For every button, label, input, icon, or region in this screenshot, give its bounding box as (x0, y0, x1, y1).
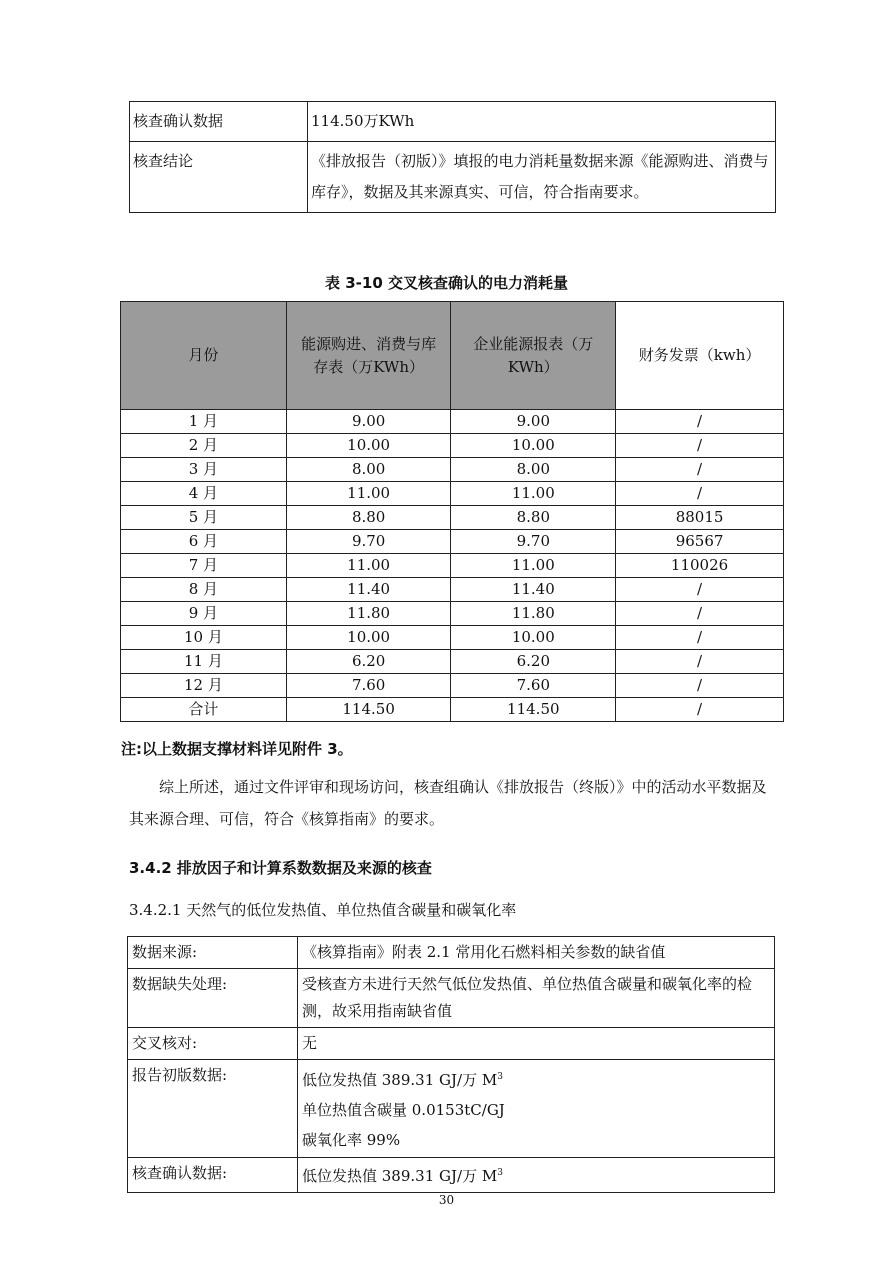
row-label: 报告初版数据: (128, 1060, 298, 1158)
cell-enterprise-report: 11.40 (451, 578, 616, 602)
table-row (121, 506, 784, 530)
cell-enterprise-report: 8.80 (451, 506, 616, 530)
cell-enterprise-report: 10.00 (451, 434, 616, 458)
table-row (128, 1028, 775, 1060)
cell-energy-purchase: 11.40 (286, 578, 451, 602)
cell-month: 合计 (121, 698, 287, 722)
cell-month: 5 月 (121, 506, 287, 530)
cell-invoice: / (616, 602, 784, 626)
cell-month: 1 月 (121, 410, 287, 434)
emission-factor-table (127, 936, 775, 1193)
table-row (130, 102, 776, 142)
value-line: 低位发热值 389.31 GJ/万 $M^3$ (302, 1071, 503, 1089)
cell-energy-purchase: 7.60 (286, 674, 451, 698)
cell-enterprise-report: 11.00 (451, 554, 616, 578)
cell-invoice: / (616, 698, 784, 722)
verification-result-table (129, 101, 776, 213)
table-row (121, 650, 784, 674)
table-row (121, 626, 784, 650)
row-label: 交叉核对: (128, 1028, 298, 1060)
cell-month: 2 月 (121, 434, 287, 458)
table-row (121, 698, 784, 722)
row-value: 114.50万KWh (308, 102, 776, 142)
table-row (121, 434, 784, 458)
subsection-heading: 3.4.2.1 天然气的低位发热值、单位热值含碳量和碳氧化率 (129, 901, 517, 919)
table-row (121, 530, 784, 554)
table-row (121, 482, 784, 506)
summary-paragraph: 综上所述，通过文件评审和现场访问，核查组确认《排放报告（终版）》中的活动水平数据及其来源合理、可信，符合《核算指南》的要求。 (129, 778, 767, 828)
row-value: 无 (298, 1028, 775, 1060)
section-heading: 3.4.2 排放因子和计算系数数据及来源的核查 (129, 859, 432, 877)
cell-enterprise-report: 7.60 (451, 674, 616, 698)
cell-enterprise-report: 6.20 (451, 650, 616, 674)
table-row (128, 1060, 775, 1158)
cell-energy-purchase: 11.00 (286, 482, 451, 506)
cell-enterprise-report: 11.00 (451, 482, 616, 506)
cell-invoice: 88015 (616, 506, 784, 530)
row-label: 核查结论 (130, 142, 308, 213)
cell-energy-purchase: 6.20 (286, 650, 451, 674)
table-row (121, 674, 784, 698)
table-row (128, 1158, 775, 1193)
cell-month: 8 月 (121, 578, 287, 602)
cell-enterprise-report: 114.50 (451, 698, 616, 722)
cell-invoice: / (616, 434, 784, 458)
cell-invoice: 96567 (616, 530, 784, 554)
row-value (298, 1060, 775, 1158)
cell-energy-purchase: 10.00 (286, 434, 451, 458)
table-row (128, 937, 775, 969)
row-label: 核查确认数据 (130, 102, 308, 142)
cell-energy-purchase: 11.80 (286, 602, 451, 626)
cell-month: 11 月 (121, 650, 287, 674)
cell-month: 7 月 (121, 554, 287, 578)
column-header-invoice: 财务发票（kwh） (616, 302, 784, 410)
cell-invoice: / (616, 410, 784, 434)
header-row (121, 302, 784, 410)
cell-enterprise-report: 11.80 (451, 602, 616, 626)
cell-month: 3 月 (121, 458, 287, 482)
value-line: 碳氧化率 99% (302, 1131, 401, 1149)
table-caption: 表 3-10 交叉核查确认的电力消耗量 (325, 274, 568, 292)
table-row (121, 602, 784, 626)
cell-enterprise-report: 9.00 (451, 410, 616, 434)
cell-invoice: / (616, 650, 784, 674)
note: 注:以上数据支撑材料详见附件 3。 (121, 740, 353, 758)
row-label: 数据缺失处理: (128, 969, 298, 1028)
row-label: 数据来源: (128, 937, 298, 969)
cell-invoice: / (616, 674, 784, 698)
cell-month: 4 月 (121, 482, 287, 506)
cell-invoice: / (616, 458, 784, 482)
cell-month: 9 月 (121, 602, 287, 626)
cell-energy-purchase: 9.00 (286, 410, 451, 434)
column-header-enterprise-report: 企业能源报表（万KWh） (451, 302, 616, 410)
monthly-electricity-table (120, 301, 784, 722)
cell-invoice: 110026 (616, 554, 784, 578)
cell-invoice: / (616, 578, 784, 602)
table-row (121, 410, 784, 434)
column-header-energy-purchase: 能源购进、消费与库存表（万KWh） (286, 302, 451, 410)
cell-enterprise-report: 8.00 (451, 458, 616, 482)
value-line: 单位热值含碳量 0.0153tC/GJ (302, 1101, 505, 1119)
row-value: 《排放报告（初版）》填报的电力消耗量数据来源《能源购进、消费与库存》，数据及其来源真实、可信，符合指南要求。 (308, 142, 776, 213)
cell-invoice: / (616, 482, 784, 506)
cell-energy-purchase: 9.70 (286, 530, 451, 554)
cell-energy-purchase: 11.00 (286, 554, 451, 578)
cell-invoice: / (616, 626, 784, 650)
cell-month: 10 月 (121, 626, 287, 650)
row-value: 《核算指南》附表 2.1 常用化石燃料相关参数的缺省值 (298, 937, 775, 969)
table-row (130, 142, 776, 213)
row-value: 低位发热值 389.31 GJ/万 $M^3$ (298, 1158, 775, 1193)
cell-enterprise-report: 10.00 (451, 626, 616, 650)
table-row (121, 554, 784, 578)
cell-energy-purchase: 10.00 (286, 626, 451, 650)
page-number: 30 (438, 1193, 455, 1207)
table-row (121, 458, 784, 482)
column-header-month: 月份 (121, 302, 287, 410)
table-row (121, 578, 784, 602)
cell-month: 12 月 (121, 674, 287, 698)
cell-energy-purchase: 114.50 (286, 698, 451, 722)
monthly-table-body (121, 410, 784, 722)
cell-enterprise-report: 9.70 (451, 530, 616, 554)
cell-energy-purchase: 8.80 (286, 506, 451, 530)
row-label: 核查确认数据: (128, 1158, 298, 1193)
cell-energy-purchase: 8.00 (286, 458, 451, 482)
cell-month: 6 月 (121, 530, 287, 554)
row-value: 受核查方未进行天然气低位发热值、单位热值含碳量和碳氧化率的检测，故采用指南缺省值 (298, 969, 775, 1028)
table-row (128, 969, 775, 1028)
